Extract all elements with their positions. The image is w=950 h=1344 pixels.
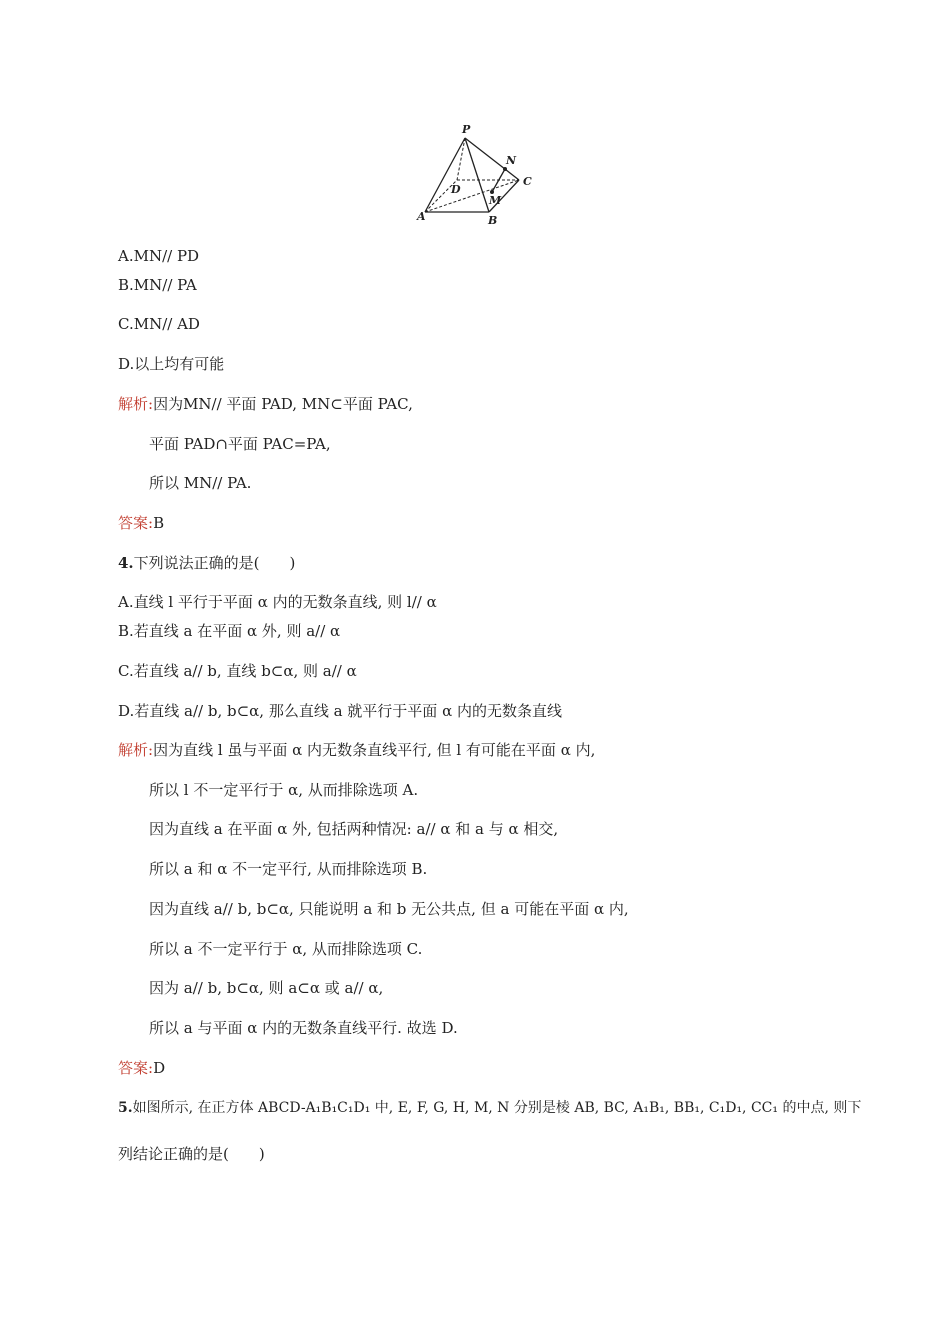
q4-stem <box>118 553 295 573</box>
q3-option-b: B.MN// PA <box>118 276 197 294</box>
q4-analysis-line-3: 因为直线 a 在平面 α 外, 包括两种情况: a// α 和 a 与 α 相交, <box>149 820 559 838</box>
q4-option-a: A.直线 l 平行于平面 α 内的无数条直线, 则 l// α <box>118 593 437 611</box>
q3-analysis-label: 解析: <box>118 395 154 413</box>
q4-analysis-line-1: 因为直线 l 虽与平面 α 内无数条直线平行, 但 l 有可能在平面 α 内, <box>153 741 596 759</box>
q4-answer-value: D <box>153 1059 166 1077</box>
q5-stem-line-2: 列结论正确的是( ) <box>118 1145 265 1163</box>
q3-analysis-line-1: 因为MN// 平面 PAD, MN⊂平面 PAC, <box>153 395 413 413</box>
q5-number: 5. <box>118 1100 133 1116</box>
q4-number: 4. <box>118 554 134 572</box>
q4-stem-text: 下列说法正确的是( ) <box>133 554 296 572</box>
q3-analysis-first <box>118 394 413 414</box>
q4-option-c: C.若直线 a// b, 直线 b⊂α, 则 a// α <box>118 662 357 680</box>
q3-answer-label: 答案: <box>118 514 154 532</box>
label-d: D <box>451 183 461 196</box>
q4-answer-label: 答案: <box>118 1059 154 1077</box>
q4-analysis-line-8: 所以 a 与平面 α 内的无数条直线平行. 故选 D. <box>149 1019 458 1037</box>
q4-analysis-line-5: 因为直线 a// b, b⊂α, 只能说明 a 和 b 无公共点, 但 a 可能在平面 α 内, <box>149 900 629 918</box>
q3-answer <box>118 513 164 533</box>
q4-analysis-line-2: 所以 l 不一定平行于 α, 从而排除选项 A. <box>149 781 419 799</box>
q3-option-d: D.以上均有可能 <box>118 355 225 373</box>
q4-answer <box>118 1058 165 1078</box>
label-n: N <box>506 154 517 167</box>
q4-option-b: B.若直线 a 在平面 α 外, 则 a// α <box>118 622 341 640</box>
pyramid-figure <box>405 120 545 230</box>
q4-analysis-label: 解析: <box>118 741 154 759</box>
label-a: A <box>417 210 426 223</box>
q3-answer-value: B <box>153 514 165 532</box>
q4-analysis-line-6: 所以 a 不一定平行于 α, 从而排除选项 C. <box>149 940 423 958</box>
label-c: C <box>523 175 532 188</box>
q3-option-a: A.MN// PD <box>118 247 200 265</box>
q5-stem-line-1 <box>118 1098 861 1118</box>
q4-option-d: D.若直线 a// b, b⊂α, 那么直线 a 就平行于平面 α 内的无数条直线 <box>118 702 562 720</box>
label-p: P <box>462 123 471 136</box>
q4-analysis-line-7: 因为 a// b, b⊂α, 则 a⊂α 或 a// α, <box>149 979 384 997</box>
q3-analysis-line-3: 所以 MN// PA. <box>149 474 252 492</box>
q4-analysis-first <box>118 740 595 760</box>
label-b: B <box>488 214 498 227</box>
label-m: M <box>489 194 502 207</box>
q3-analysis-line-2: 平面 PAD∩平面 PAC=PA, <box>149 435 331 453</box>
q4-analysis-line-4: 所以 a 和 α 不一定平行, 从而排除选项 B. <box>149 860 428 878</box>
q3-option-c: C.MN// AD <box>118 315 200 333</box>
q5-stem-text-1: 如图所示, 在正方体 ABCD-A₁B₁C₁D₁ 中, E, F, G, H, M, N 分别是棱 AB, BC, A₁B₁, BB₁, C₁D₁, CC₁ 的中点, 则下 <box>132 1100 862 1116</box>
